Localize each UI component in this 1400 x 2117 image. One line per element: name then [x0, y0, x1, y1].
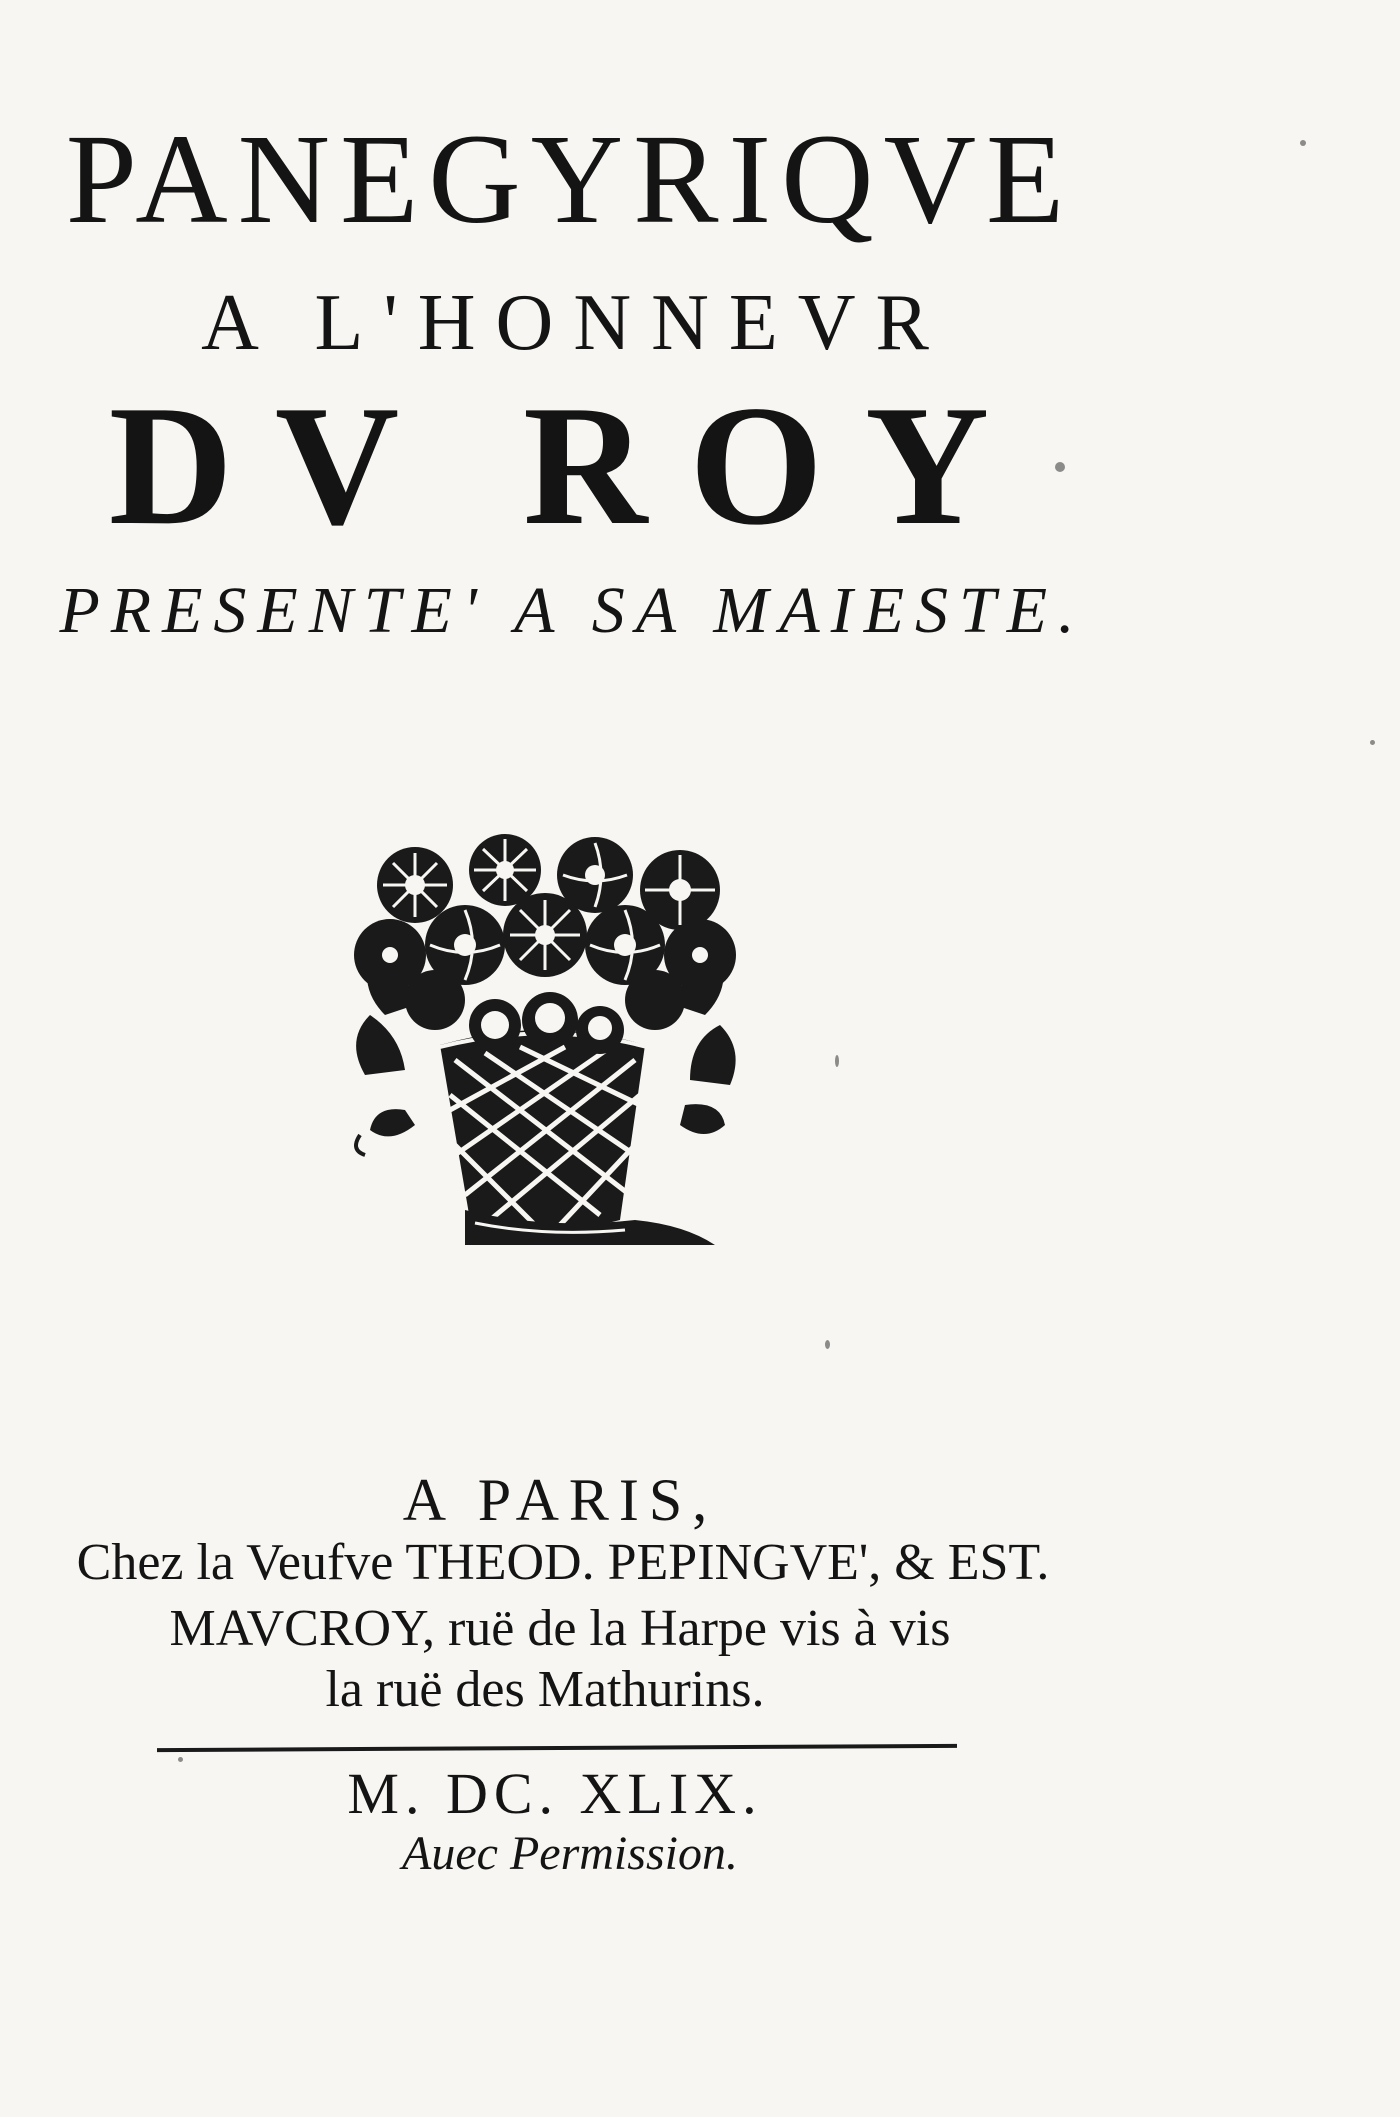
title-line-panegyrique: PANEGYRIQVE [65, 108, 1075, 250]
paper-speck [1370, 740, 1375, 745]
imprint-city: A PARIS, [402, 1467, 718, 1533]
paper-speck [1300, 140, 1306, 146]
title-line-honneur: A L'HONNEVR [201, 279, 949, 367]
paper-speck [825, 1340, 830, 1349]
paper-speck [178, 1757, 183, 1762]
paper-speck [1055, 462, 1065, 472]
imprint-printer-line: Chez la Veufve THEOD. PEPINGVE', & EST. [76, 1534, 1050, 1591]
horizontal-rule [157, 1744, 957, 1752]
permission-note: Auec Permission. [402, 1827, 738, 1880]
imprint-address-line: MAVCROY, ruë de la Harpe vis à vis [169, 1600, 951, 1657]
subtitle-presente: PRESENTE' A SA MAIESTE. [59, 574, 1086, 647]
imprint-street-line: la ruë des Mathurins. [325, 1661, 765, 1718]
title-line-du-roy: DV ROY [108, 371, 1032, 561]
publication-date: M. DC. XLIX. [347, 1761, 763, 1826]
flower-basket-icon [345, 825, 745, 1250]
paper-speck [835, 1055, 839, 1067]
